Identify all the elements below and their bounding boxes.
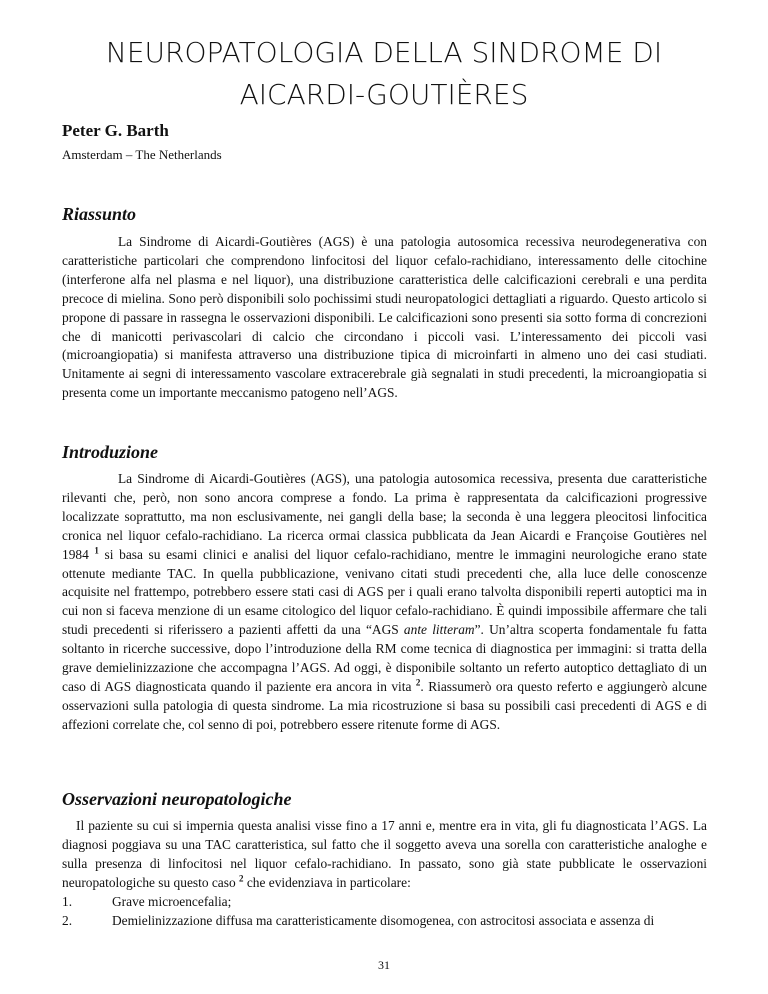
section-heading-introduzione: Introduzione [62, 442, 159, 462]
author-name: Peter G. Barth [62, 121, 169, 140]
abstract-paragraph: La Sindrome di Aicardi-Goutières (AGS) è una patologia autosomica recessiva neurodegenerativa con caratteristiche particolari che comprendono linfocitosi del liquor cefalo-rachidiano, interessamento delle citochine (interferone alfa nel plasma e nel liquor), una distribuzione caratteristica delle calcificazioni cerebrali e una perdita precoce di mielina. Sono però disponibili solo pochissimi studi neuropatologici dettagliati a riguardo. Questo articolo si propone di passare in rassegna le osservazioni disponibili. Le calcificazioni sono presenti sia sotto forma di concrezioni che di manicotti perivascolari di calcio che circondano i piccoli vasi. L’interessamento dei piccoli vasi (microangiopatia) si manifesta attraverso una distribuzione tipica di microinfarti in almeno uno dei casi studiati. Unitamente ai segni di interessamento vascolare extracerebrale già segnalati in studi precedenti, la microangiopatia si presenta come un importante meccanismo patogeno nell’AGS. [62, 234, 707, 401]
intro-text-b: si basa su esami clinici e analisi del liquor cefalo-rachidiano, mentre le immagini neurologiche erano state ottenute mediante TAC. In quella pubblicazione, venivano citati studi precedenti che, alla luce delle conoscenze acquisite nel frattempo, potrebbero essere stati casi di AGS per i quali erano talvolta disponibili reperti autoptici ma in cui non si faceva menzione di un esame citologico del liquor cefalo-rachidiano. È quindi impossibile affermare che tali studi precedenti si riferissero a pazienti affetti da una “AGS [62, 546, 707, 638]
reference-marker: 2 [239, 873, 244, 884]
intro-text-c: ”. Un’altra scoperta fondamentale fu fatta soltanto in ricerche successive, dopo l’introduzione della RM come tecnica di diagnostica per immagini: si tratta della grave demielinizzazione che accompagna l’AGS. Ad oggi, è disponibile soltanto un referto autoptico dettagliato di un caso di AGS diagnosticata quando il paziente era ancora in vita [62, 622, 707, 694]
intro-text-a: La Sindrome di Aicardi-Goutières (AGS), una patologia autosomica recessiva, presenta due caratteristiche rilevanti che, però, non sono ancora comprese a fondo. La prima è rappresentata da calcificazioni progressive localizzate soprattutto, ma non esclusivamente, nei gangli della base; la seconda è una leggera pleocitosi linfocitica cronica nel liquor cefalo-rachidiano. La ricerca ormai classica pubblicata da Jean Aicardi e Françoise Goutières nel 1984 [62, 471, 707, 562]
title-line-1: NEUROPATOLOGIA DELLA SINDROME DI [105, 36, 663, 69]
section-heading-riassunto: Riassunto [62, 204, 137, 224]
list-item-number: 2. [62, 912, 73, 928]
reference-marker: 2 [415, 677, 421, 688]
intro-italic-phrase: ante litteram [403, 622, 475, 638]
title-line-2: AICARDI-GOUTIÈRES [239, 78, 529, 111]
list-item-text: Demielinizzazione diffusa ma caratteristicamente disomogenea, con astrocitosi associata e assenza di [112, 912, 655, 928]
introduction-paragraph [62, 470, 707, 735]
list-item-number: 1. [62, 894, 73, 909]
reference-marker: 1 [94, 545, 99, 556]
list-item-text: Grave microencefalia; [112, 894, 232, 909]
intro-text-d: . Riassumerò ora questo referto e aggiungerò alcune osservazioni sulla patologia di questa sindrome. La mia ricostruzione si basa su possibili casi precedenti di AGS e di affezioni correlate che, col senno di poi, potrebbero essere ritenute forme di AGS. [62, 678, 708, 732]
page-number: 31 [378, 958, 390, 972]
obs-text-a: Il paziente su cui si impernia questa analisi visse fino a 17 anni e, mentre era in vita, gli fu diagnosticata l’AGS. La diagnosi poggiava su una TAC caratteristica, sul fatto che il soggetto aveva una sorella con caratteristiche analoghe e sulla presenza di linfocitosi nel liquor cefalo-rachidiano. In passato, sono già state pubblicate le osservazioni neuropatologiche su questo caso [62, 818, 707, 890]
findings-list [62, 893, 707, 931]
paper-title [60, 32, 708, 116]
author-affiliation: Amsterdam – The Netherlands [62, 147, 222, 162]
section-heading-osservazioni: Osservazioni neuropatologiche [62, 789, 292, 809]
observations-paragraph [62, 817, 707, 893]
list-item [62, 893, 707, 912]
obs-text-b: che evidenziava in particolare: [243, 874, 411, 890]
list-item [62, 912, 707, 931]
